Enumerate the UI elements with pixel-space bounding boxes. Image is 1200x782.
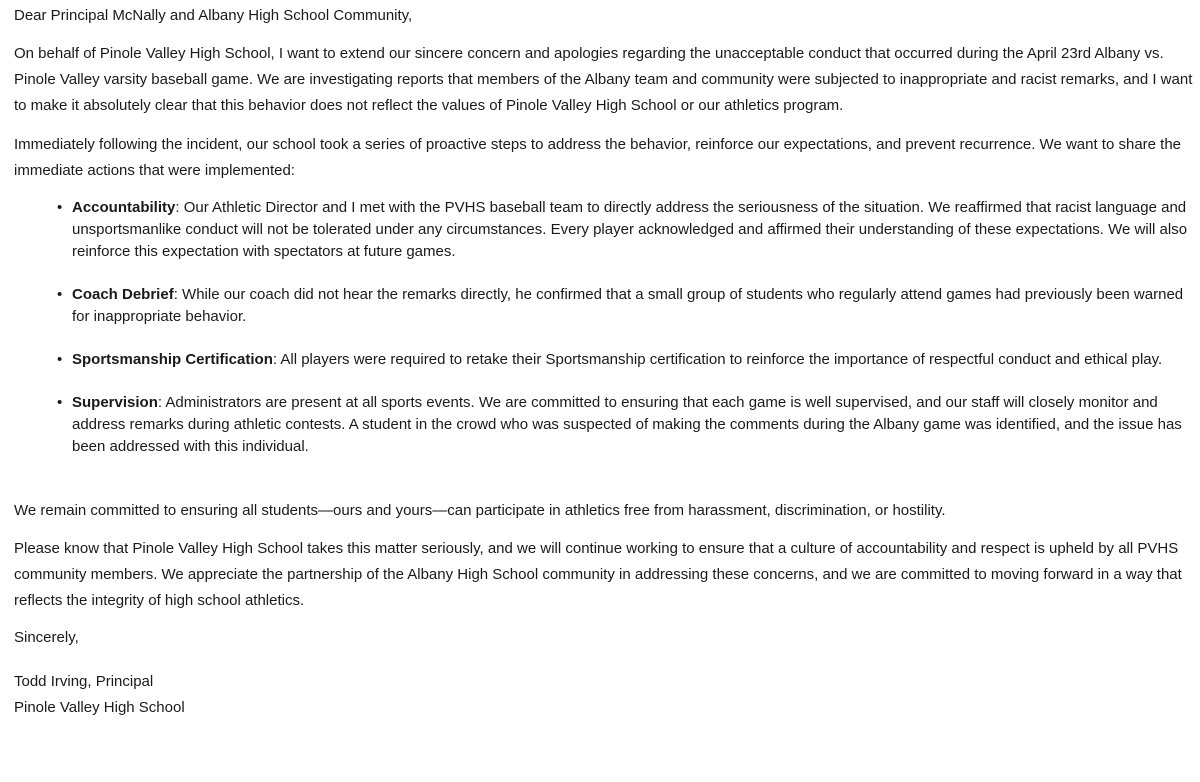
list-item-coach-debrief	[57, 284, 1196, 328]
action-term: Supervision	[72, 394, 158, 411]
list-item-sportsmanship-certification	[57, 349, 1196, 371]
action-text: : While our coach did not hear the remarks directly, he confirmed that a small group of students who regularly attend games had previously been warned for inappropriate behavior.	[72, 286, 1184, 325]
bullet-icon: •	[57, 286, 63, 303]
action-term: Accountability	[72, 199, 176, 216]
action-text: : Administrators are present at all sports events. We are committed to ensuring that each game is well supervised, and our staff will closely monitor and address remarks during athletic contests. A student in the crowd who was suspected of making the comments during the Albany game was identified, and the issue has been addressed with this individual.	[72, 394, 1182, 455]
paragraph-apology: On behalf of Pinole Valley High School, I want to extend our sincere concern and apologies regarding the unacceptable conduct that occurred during the April 23rd Albany vs. Pinole Valley varsity baseball game. We are investigating reports that members of the Albany team and community were subjected to inappropriate and racist remarks, and I want to make it absolutely clear that this behavior does not reflect the values of Pinole Valley High School or our athletics program.	[14, 45, 1193, 114]
letter-body	[14, 5, 1196, 721]
action-text: : Our Athletic Director and I met with the PVHS baseball team to directly address the seriousness of the situation. We reaffirmed that racist language and unsportsmanlike conduct will not be tolerated under any circumstances. Every player acknowledged and affirmed their understanding of these expectations. We will also reinforce this expectation with spectators at future games.	[72, 199, 1188, 260]
paragraph-actions-intro: Immediately following the incident, our school took a series of proactive steps to address the behavior, reinforce our expectations, and prevent recurrence. We want to share the immediate actions that were implemented:	[14, 136, 1182, 179]
paragraph-closing: Please know that Pinole Valley High School takes this matter seriously, and we will continue working to ensure that a culture of accountability and respect is upheld by all PVHS community members. We appreciate the partnership of the Albany High School community in addressing these concerns, and we are committed to moving forward in a way that reflects the integrity of high school athletics.	[14, 540, 1182, 609]
action-term: Coach Debrief	[72, 286, 174, 303]
action-text: : All players were required to retake their Sportsmanship certification to reinforce the importance of respectful conduct and ethical play.	[272, 351, 1163, 368]
actions-list	[14, 197, 1196, 458]
bullet-icon: •	[57, 199, 63, 216]
bullet-icon: •	[57, 351, 63, 368]
letter-closing: Sincerely,	[14, 629, 79, 646]
letter-greeting: Dear Principal McNally and Albany High School Community,	[14, 7, 413, 24]
bullet-icon: •	[57, 394, 63, 411]
signature-school: Pinole Valley High School	[14, 699, 185, 716]
signature-name: Todd Irving, Principal	[14, 673, 154, 690]
list-item-accountability	[57, 197, 1196, 263]
action-term: Sportsmanship Certification	[72, 351, 273, 368]
paragraph-commitment: We remain committed to ensuring all students—ours and yours—can participate in athletics free from harassment, discrimination, or hostility.	[14, 502, 946, 519]
list-item-supervision	[57, 392, 1196, 458]
